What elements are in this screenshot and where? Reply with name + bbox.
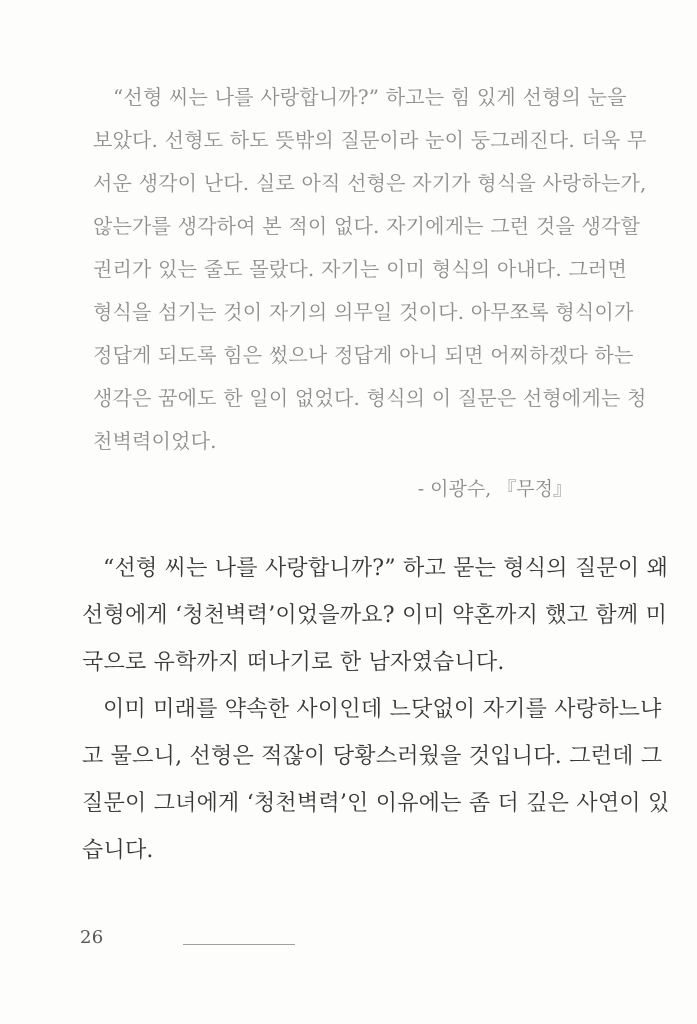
quote-line: 서운 생각이 난다. 실로 아직 선형은 자기가 형식을 사랑하는가, <box>93 171 647 195</box>
quote-line: “선형 씨는 나를 사랑합니까?” 하고는 힘 있게 선형의 눈을 <box>113 85 627 109</box>
quote-line: 않는가를 생각하여 본 적이 없다. 자기에게는 그런 것을 생각할 <box>93 214 641 238</box>
commentary-line: 습니다. <box>82 838 154 863</box>
commentary-line: 국으로 유학까지 떠나기로 한 남자였습니다. <box>82 650 505 675</box>
quote-line: 생각은 꿈에도 한 일이 없었다. 형식의 이 질문은 선형에게는 청 <box>93 386 647 410</box>
quote-line: 권리가 있는 줄도 몰랐다. 자기는 이미 형식의 아내다. 그러면 <box>93 257 628 281</box>
commentary-line: “선형 씨는 나를 사랑합니까?” 하고 묻는 형식의 질문이 왜 <box>103 556 669 581</box>
commentary-block <box>82 545 670 874</box>
quote-line: 형식을 섬기는 것이 자기의 의무일 것이다. 아무쪼록 형식이가 <box>93 300 634 324</box>
commentary-line: 질문이 그녀에게 ‘청천벽력’인 이유에는 좀 더 깊은 사연이 있 <box>82 791 670 816</box>
page-number: 26 <box>80 927 104 948</box>
quote-line: 정답게 되도록 힘은 썼으나 정답게 아니 되면 어찌하겠다 하는 <box>93 343 634 367</box>
commentary-line: 고 물으니, 선형은 적잖이 당황스러웠을 것입니다. 그런데 그 <box>82 744 663 769</box>
footer-rule <box>183 944 295 945</box>
quote-attribution: - 이광수, 『무정』 <box>417 478 572 500</box>
commentary-line: 선형에게 ‘청천벽력’이었을까요? 이미 약혼까지 했고 함께 미 <box>82 603 668 628</box>
commentary-line: 이미 미래를 약속한 사이인데 느닷없이 자기를 사랑하느냐 <box>103 697 662 722</box>
quote-line: 천벽력이었다. <box>93 429 217 453</box>
quote-line: 보았다. 선형도 하도 뜻밖의 질문이라 눈이 둥그레진다. 더욱 무 <box>93 128 647 152</box>
quote-block <box>93 76 647 511</box>
